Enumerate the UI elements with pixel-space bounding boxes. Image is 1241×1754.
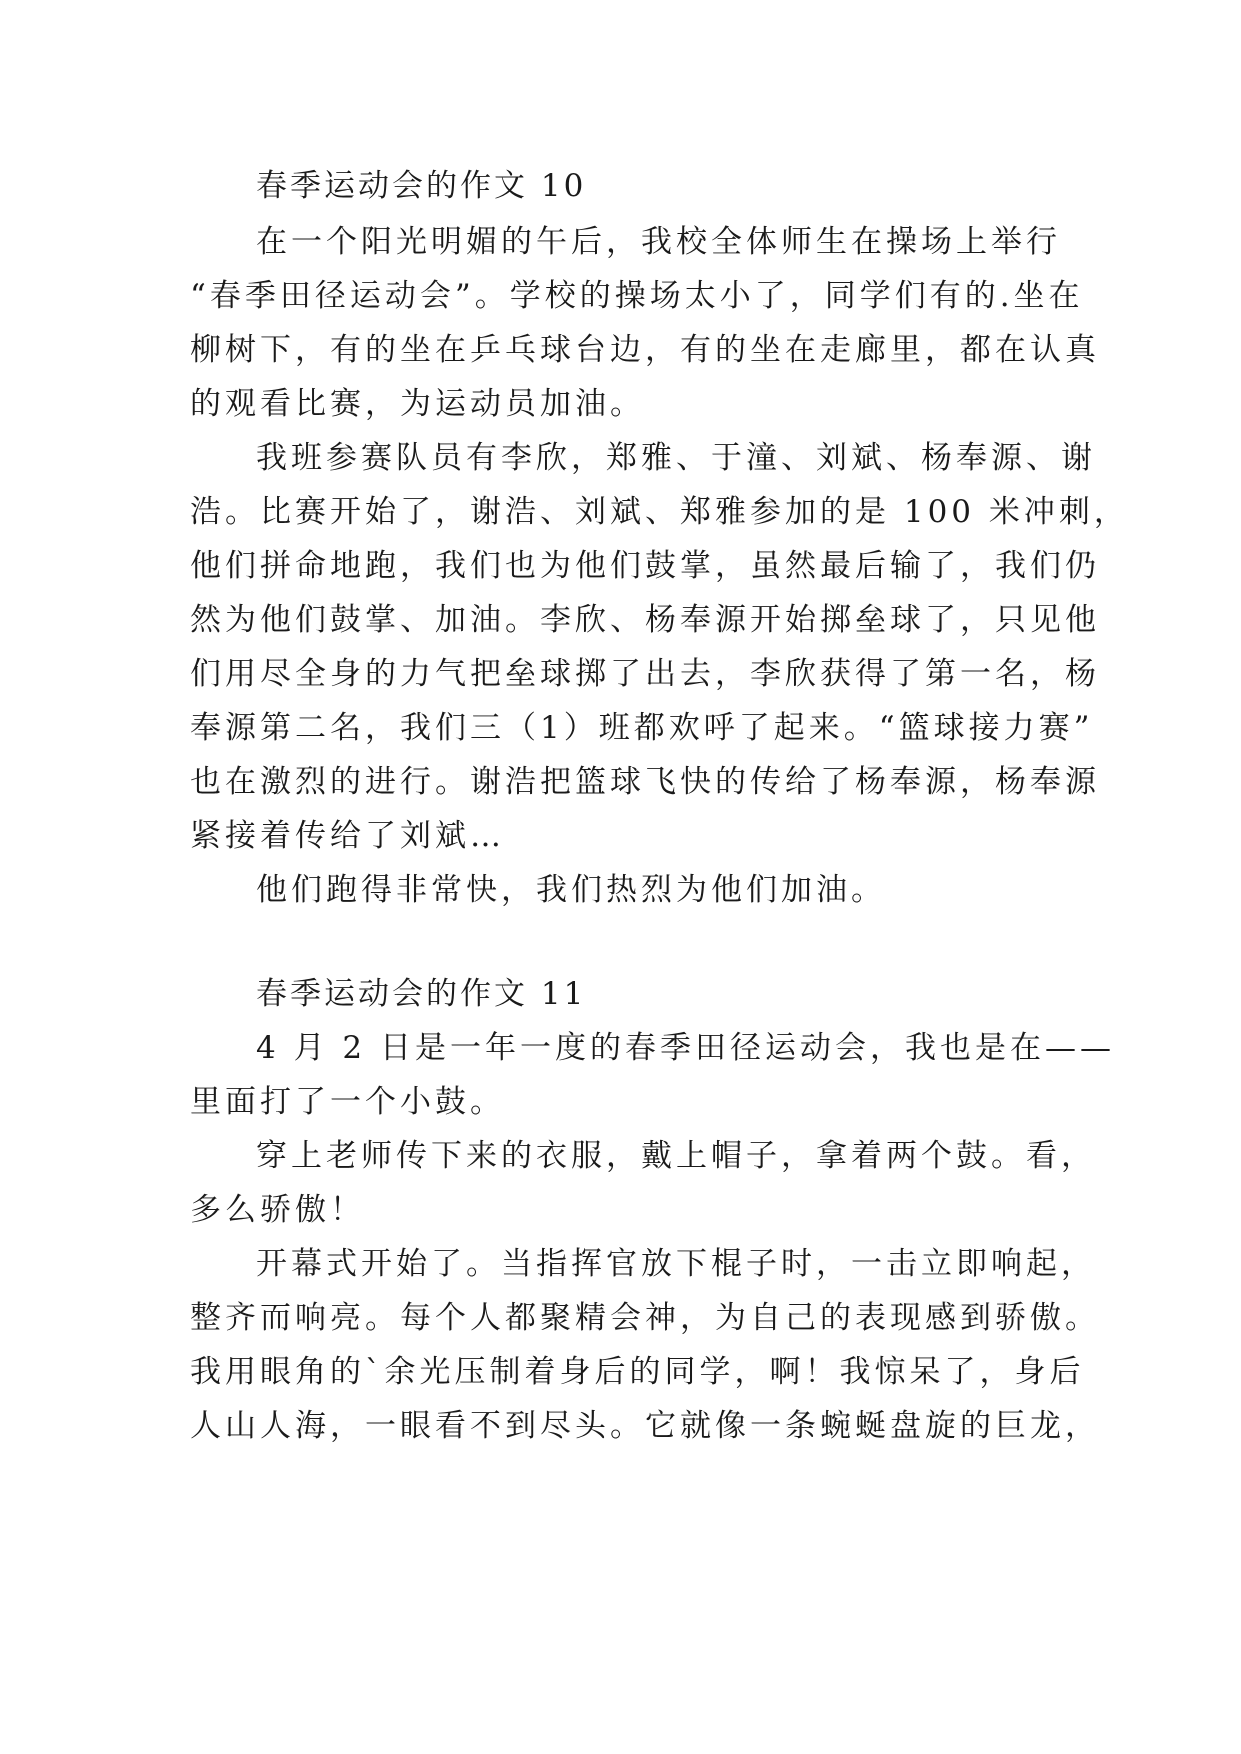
paragraph-line: 穿上老师传下来的衣服，戴上帽子，拿着两个鼓。看，: [256, 1138, 1096, 1174]
paragraph-line: 我班参赛队员有李欣，郑雅、于潼、刘斌、杨奉源、谢: [256, 440, 1096, 476]
paragraph-line: 整齐而响亮。每个人都聚精会神，为自己的表现感到骄傲。: [190, 1300, 1100, 1336]
paragraph-line: 我用眼角的`余光压制着身后的同学，啊！我惊呆了，身后: [190, 1354, 1085, 1390]
paragraph-line: 开幕式开始了。当指挥官放下棍子时，一击立即响起，: [256, 1246, 1096, 1282]
paragraph-line: 人山人海，一眼看不到尽头。它就像一条蜿蜒盘旋的巨龙，: [190, 1408, 1100, 1444]
paragraph-line: 然为他们鼓掌、加油。李欣、杨奉源开始掷垒球了，只见他: [190, 602, 1100, 638]
paragraph-line: 里面打了一个小鼓。: [190, 1084, 505, 1120]
paragraph-line: “春季田径运动会”。学校的操场太小了，同学们有的.坐在: [190, 278, 1084, 314]
paragraph-line: 在一个阳光明媚的午后，我校全体师生在操场上举行: [256, 224, 1061, 260]
paragraph-line: 他们跑得非常快，我们热烈为他们加油。: [256, 872, 886, 908]
paragraph-line: 奉源第二名，我们三（1）班都欢呼了起来。“篮球接力赛”: [190, 710, 1094, 746]
paragraph-line: 紧接着传给了刘斌…: [190, 818, 505, 854]
paragraph-line: 也在激烈的进行。谢浩把篮球飞快的传给了杨奉源，杨奉源: [190, 764, 1100, 800]
paragraph-line: 4 月 2 日是一年一度的春季田径运动会，我也是在——: [256, 1030, 1116, 1066]
paragraph-line: 们用尽全身的力气把垒球掷了出去，李欣获得了第一名，杨: [190, 656, 1100, 692]
paragraph-line: 的观看比赛，为运动员加油。: [190, 386, 645, 422]
essay-11-title: 春季运动会的作文 11: [256, 976, 587, 1012]
paragraph-line: 多么骄傲！: [190, 1192, 365, 1228]
paragraph-line: 他们拼命地跑，我们也为他们鼓掌，虽然最后输了，我们仍: [190, 548, 1100, 584]
paragraph-line: 浩。比赛开始了，谢浩、刘斌、郑雅参加的是 100 米冲刺，: [190, 494, 1129, 530]
essay-10-title: 春季运动会的作文 10: [256, 168, 587, 204]
paragraph-line: 柳树下，有的坐在乒乓球台边，有的坐在走廊里，都在认真: [190, 332, 1100, 368]
